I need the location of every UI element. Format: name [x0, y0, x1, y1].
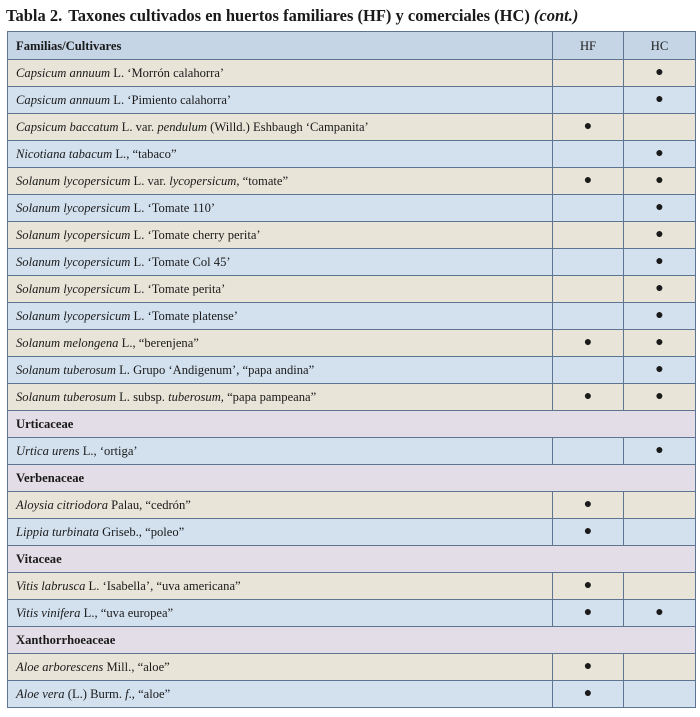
- taxon-name: [8, 519, 553, 546]
- hf-mark: ●: [553, 573, 624, 600]
- taxon-name-text: L. ‘Tomate cherry perita’: [130, 228, 261, 242]
- taxon-row: [8, 60, 696, 87]
- taxon-name-italic: Urtica urens: [16, 444, 80, 458]
- taxon-row: [8, 222, 696, 249]
- taxon-name: [8, 681, 553, 708]
- family-name: Urticaceae: [8, 411, 696, 438]
- hf-mark: ●: [553, 681, 624, 708]
- taxon-name: [8, 600, 553, 627]
- hc-mark: ●: [624, 249, 696, 276]
- table-body: [8, 60, 696, 708]
- taxon-name-text: L., “berenjena”: [118, 336, 199, 350]
- taxon-name: [8, 141, 553, 168]
- taxon-name-italic: Aloe vera: [16, 687, 65, 701]
- table-caption: [6, 4, 578, 28]
- taxon-name-text: Palau, “cedrón”: [108, 498, 191, 512]
- hf-mark: ●: [553, 519, 624, 546]
- taxon-name-italic: Vitis labrusca: [16, 579, 86, 593]
- taxon-name-text: L., ‘ortiga’: [79, 444, 138, 458]
- taxon-name-text: (L.) Burm.: [64, 687, 126, 701]
- taxon-name: [8, 330, 553, 357]
- hc-mark: [624, 573, 696, 600]
- hf-mark: ●: [553, 654, 624, 681]
- taxon-row: [8, 438, 696, 465]
- taxon-name-italic: Solanum lycopersicum: [16, 309, 131, 323]
- hc-mark: ●: [624, 438, 696, 465]
- caption-continued: (cont.): [533, 6, 579, 25]
- hc-mark: ●: [624, 384, 696, 411]
- hc-mark: ●: [624, 222, 696, 249]
- taxon-name-text: L. var.: [118, 120, 158, 134]
- taxon-name-text: L. var.: [130, 174, 170, 188]
- taxon-name: [8, 357, 553, 384]
- taxon-name: [8, 384, 553, 411]
- taxon-name-text: Griseb., “poleo”: [98, 525, 185, 539]
- taxon-row: [8, 195, 696, 222]
- taxon-row: [8, 681, 696, 708]
- hc-mark: [624, 681, 696, 708]
- taxa-table: [7, 31, 696, 708]
- taxon-name: [8, 87, 553, 114]
- taxon-name: [8, 222, 553, 249]
- taxon-name-italic: pendulum: [157, 120, 207, 134]
- taxon-name: [8, 654, 553, 681]
- taxon-name-text: Mill., “aloe”: [103, 660, 170, 674]
- hc-mark: ●: [624, 276, 696, 303]
- hc-mark: ●: [624, 303, 696, 330]
- taxon-name-italic: Solanum melongena: [16, 336, 119, 350]
- taxon-name-italic: Solanum lycopersicum: [16, 228, 131, 242]
- taxon-name: [8, 303, 553, 330]
- taxon-name: [8, 249, 553, 276]
- hf-mark: [553, 222, 624, 249]
- hc-mark: ●: [624, 168, 696, 195]
- taxon-name: [8, 573, 553, 600]
- taxon-name: [8, 168, 553, 195]
- taxon-row: [8, 600, 696, 627]
- hf-mark: [553, 141, 624, 168]
- taxon-name: [8, 438, 553, 465]
- hf-mark: [553, 249, 624, 276]
- taxon-name-italic: lycopersicum: [169, 174, 237, 188]
- hf-mark: [553, 438, 624, 465]
- taxon-name-text: L. ‘Morrón calahorra’: [110, 66, 225, 80]
- taxon-name-italic: f: [125, 687, 129, 701]
- hc-mark: [624, 519, 696, 546]
- taxon-name: [8, 492, 553, 519]
- hc-mark: ●: [624, 195, 696, 222]
- taxon-name: [8, 276, 553, 303]
- family-row: [8, 546, 696, 573]
- hc-mark: [624, 492, 696, 519]
- taxon-name-italic: Solanum lycopersicum: [16, 282, 131, 296]
- taxon-name-text: , “tomate”: [236, 174, 289, 188]
- taxon-name-text: L. ‘Tomate Col 45’: [130, 255, 231, 269]
- taxon-name-text: L. subsp.: [115, 390, 169, 404]
- taxon-name-text: L. Grupo ‘Andigenum’, “papa andina”: [115, 363, 315, 377]
- taxon-name: [8, 114, 553, 141]
- taxon-name-italic: Capsicum annuum: [16, 66, 111, 80]
- taxon-name-text: L. ‘Tomate perita’: [130, 282, 226, 296]
- hc-mark: ●: [624, 60, 696, 87]
- taxon-row: [8, 573, 696, 600]
- caption-number: Tabla 2.: [6, 6, 63, 25]
- hf-mark: [553, 357, 624, 384]
- taxon-row: [8, 492, 696, 519]
- taxon-name-italic: Solanum lycopersicum: [16, 174, 131, 188]
- taxon-row: [8, 249, 696, 276]
- taxon-row: [8, 141, 696, 168]
- taxon-name-text: L. ‘Tomate 110’: [130, 201, 216, 215]
- taxon-name-italic: Solanum tuberosum: [16, 390, 116, 404]
- family-name: Verbenaceae: [8, 465, 696, 492]
- hf-mark: ●: [553, 330, 624, 357]
- hf-mark: ●: [553, 600, 624, 627]
- taxon-row: [8, 519, 696, 546]
- taxon-row: [8, 357, 696, 384]
- hf-mark: ●: [553, 492, 624, 519]
- hc-mark: ●: [624, 357, 696, 384]
- taxon-name-text: L. ‘Pimiento calahorra’: [110, 93, 232, 107]
- family-row: [8, 465, 696, 492]
- hc-mark: ●: [624, 141, 696, 168]
- family-name: Vitaceae: [8, 546, 696, 573]
- header-hc: HC: [624, 32, 696, 60]
- taxon-name-italic: Capsicum baccatum: [16, 120, 119, 134]
- family-row: [8, 411, 696, 438]
- hc-mark: [624, 114, 696, 141]
- taxon-name-text: L. ‘Tomate platense’: [130, 309, 238, 323]
- taxon-name-italic: tuberosum: [168, 390, 221, 404]
- taxon-name-italic: Solanum lycopersicum: [16, 255, 131, 269]
- hf-mark: [553, 303, 624, 330]
- hc-mark: ●: [624, 330, 696, 357]
- taxon-name-italic: Nicotiana tabacum: [16, 147, 113, 161]
- hc-mark: ●: [624, 87, 696, 114]
- taxon-row: [8, 654, 696, 681]
- caption-text: Taxones cultivados en huertos familiares (HF) y comerciales (HC): [68, 6, 530, 25]
- taxon-name-italic: Aloysia citriodora: [16, 498, 108, 512]
- hf-mark: ●: [553, 384, 624, 411]
- taxon-name: [8, 60, 553, 87]
- hf-mark: [553, 195, 624, 222]
- taxon-name-text: L. ‘Isabella’, “uva americana”: [85, 579, 241, 593]
- taxon-name-text: , “papa pampeana”: [220, 390, 317, 404]
- taxon-name: [8, 195, 553, 222]
- taxon-name-text: (Willd.) Eshbaugh ‘Campanita’: [206, 120, 369, 134]
- taxon-row: [8, 114, 696, 141]
- taxon-name-italic: Vitis vinifera: [16, 606, 81, 620]
- hf-mark: ●: [553, 168, 624, 195]
- header-hf: HF: [553, 32, 624, 60]
- taxon-row: [8, 276, 696, 303]
- family-name: Xanthorrhoeaceae: [8, 627, 696, 654]
- taxon-row: [8, 87, 696, 114]
- hc-mark: [624, 654, 696, 681]
- taxon-name-text: L., “uva europea”: [80, 606, 174, 620]
- taxon-row: [8, 303, 696, 330]
- hc-mark: ●: [624, 600, 696, 627]
- hf-mark: [553, 60, 624, 87]
- taxon-name-italic: Solanum lycopersicum: [16, 201, 131, 215]
- taxon-name-italic: Solanum tuberosum: [16, 363, 116, 377]
- header-familias: Familias/Cultivares: [8, 32, 553, 60]
- taxon-row: [8, 330, 696, 357]
- hf-mark: ●: [553, 114, 624, 141]
- hf-mark: [553, 87, 624, 114]
- table-header-row: [8, 32, 696, 60]
- taxon-name-text: L., “tabaco”: [112, 147, 177, 161]
- taxon-row: [8, 384, 696, 411]
- family-row: [8, 627, 696, 654]
- taxon-name-italic: Lippia turbinata: [16, 525, 99, 539]
- taxon-name-text: ., “aloe”: [128, 687, 171, 701]
- hf-mark: [553, 276, 624, 303]
- taxon-name-italic: Capsicum annuum: [16, 93, 111, 107]
- taxon-name-italic: Aloe arborescens: [16, 660, 104, 674]
- taxon-row: [8, 168, 696, 195]
